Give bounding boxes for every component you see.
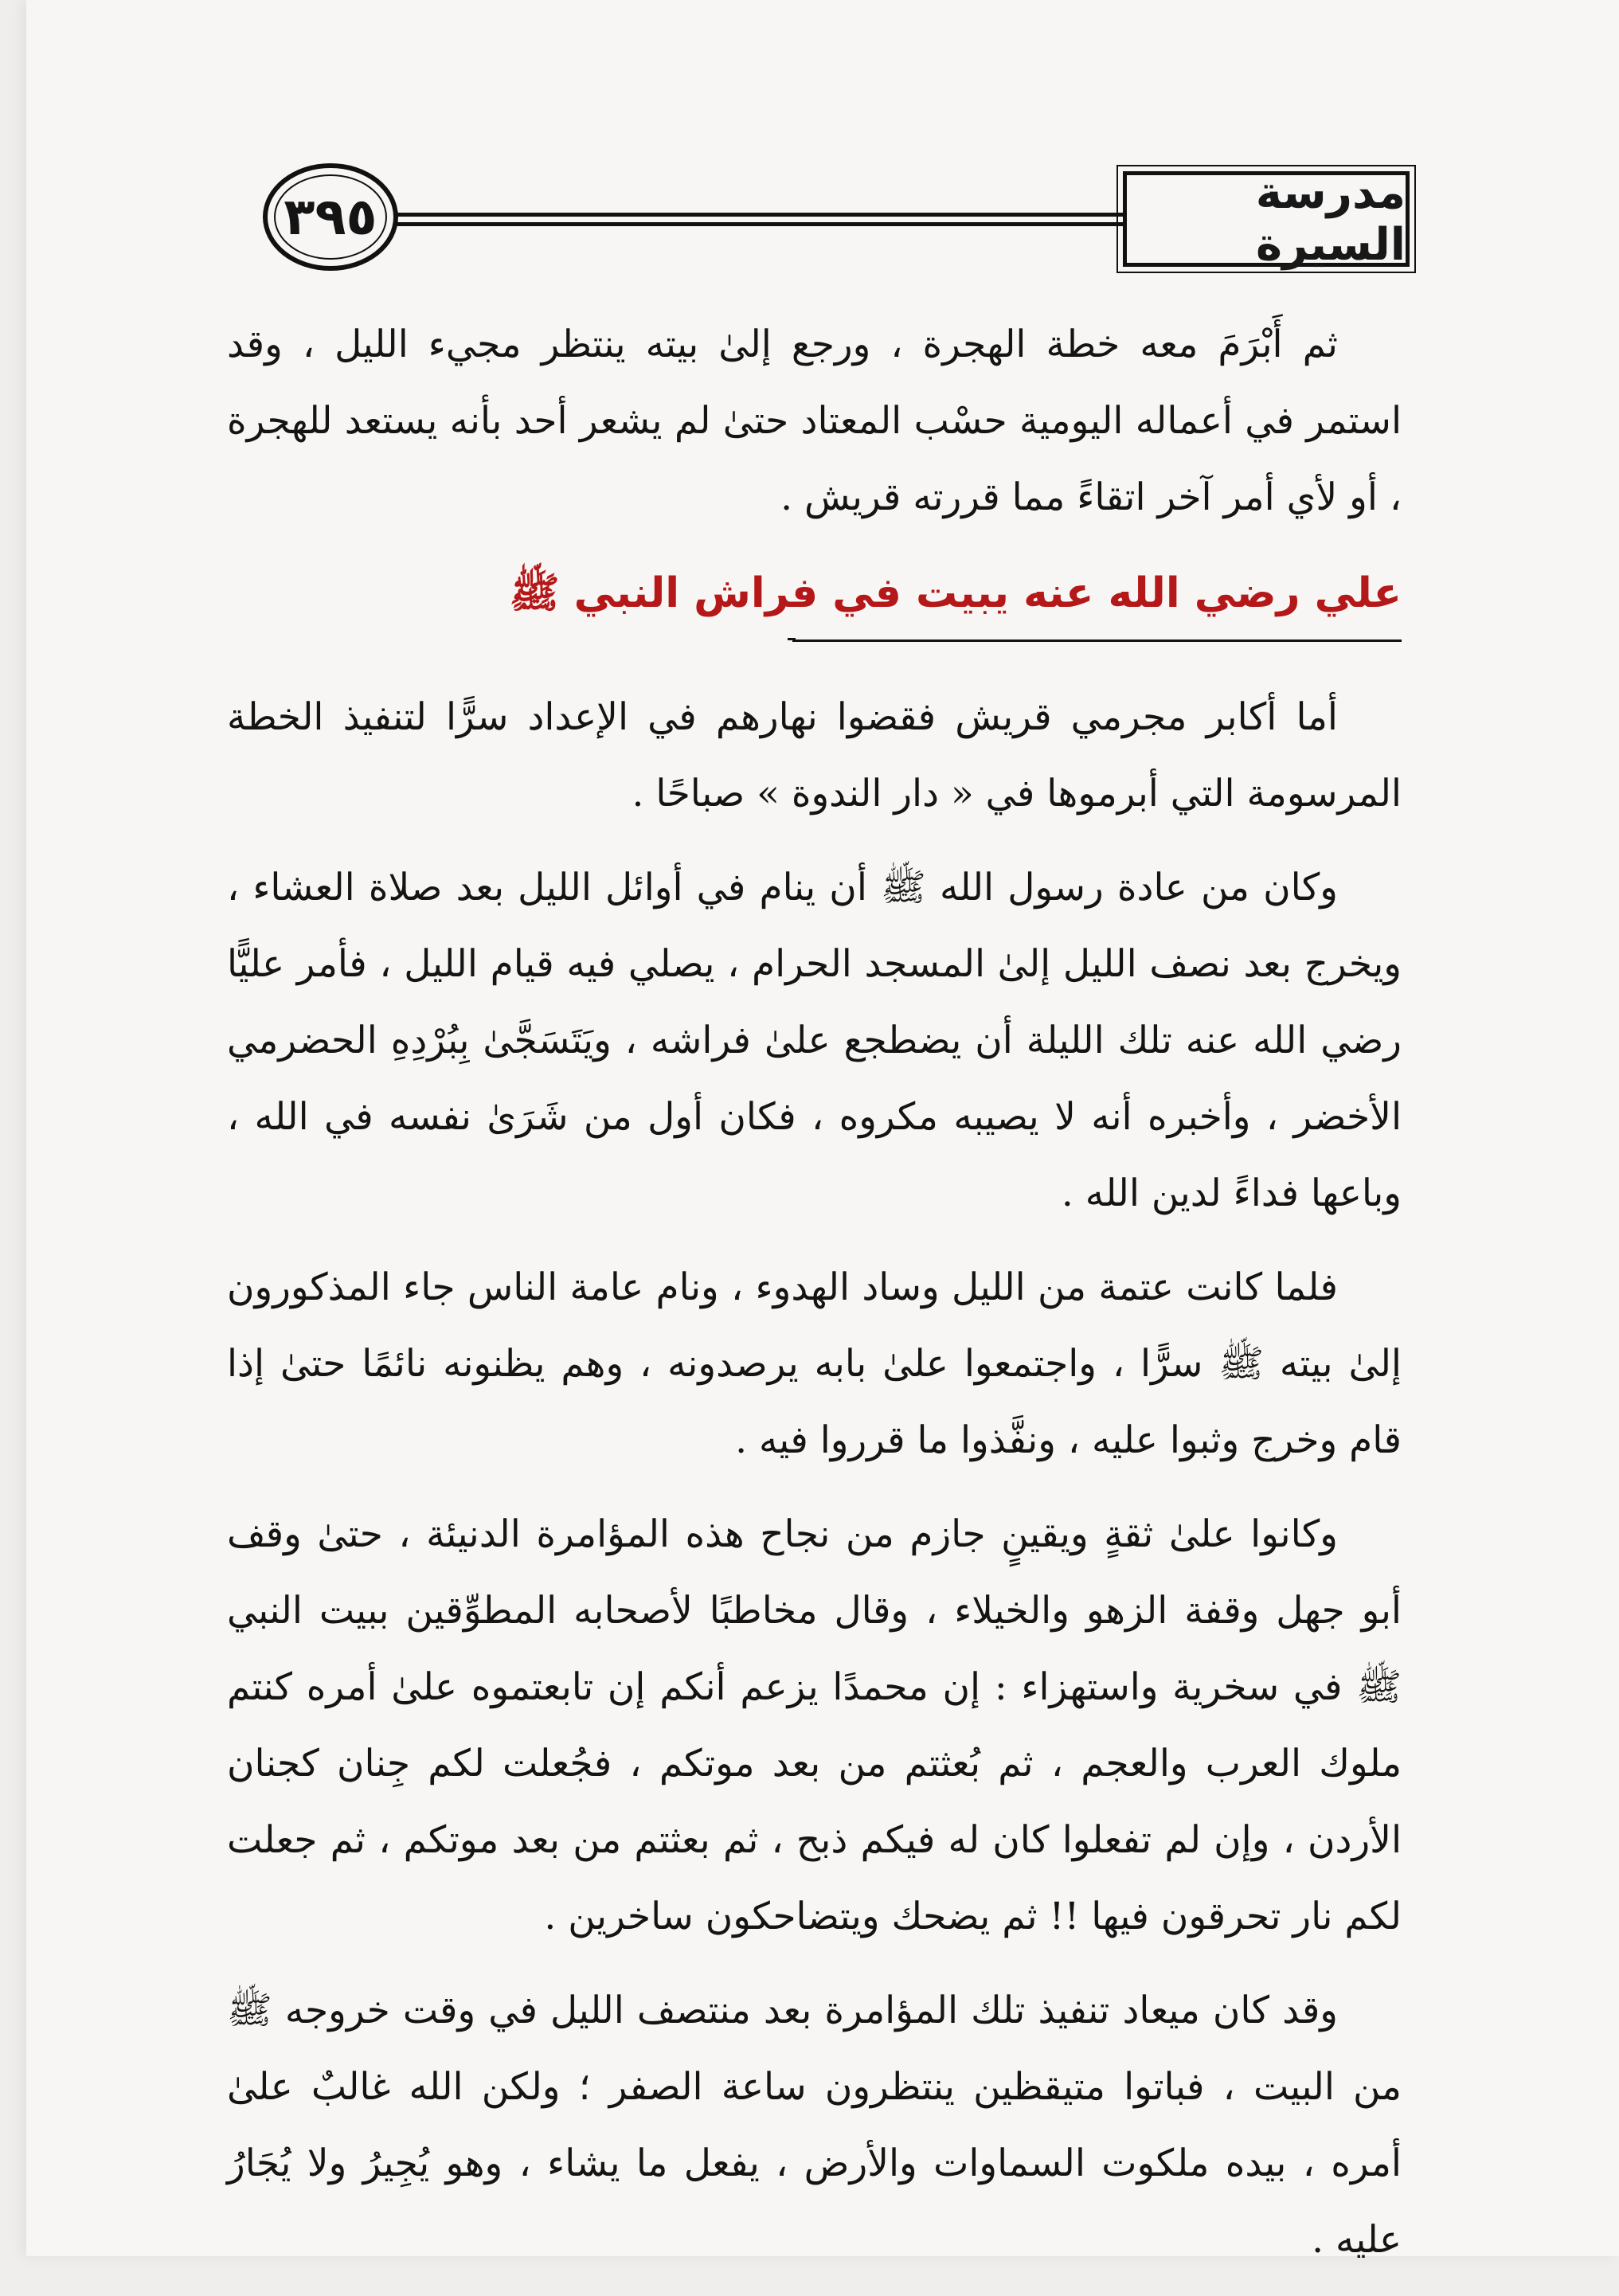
paragraph: أما أكابر مجرمي قريش فقضوا نهارهم في الإعداد سرًّا لتنفيذ الخطة المرسومة التي أبرموها في « دار الندوة » صباحًا . (227, 695, 1402, 816)
section-heading-underline (792, 640, 1402, 642)
section-heading: علي رضي الله عنه يبيت في فراش النبي ﷺ (509, 569, 1402, 617)
book-title-ornament (1123, 167, 1410, 271)
page-number: ٣٩٥ (284, 187, 377, 247)
book-title: مدرسة السيرة (1255, 167, 1406, 271)
page-number-ornament (263, 163, 398, 271)
section-heading-block (227, 553, 1402, 647)
paragraph: وكانوا علىٰ ثقةٍ ويقينٍ جازم من نجاح هذه المؤامرة الدنيئة ، حتىٰ وقف أبو جهل وقفة الزهو والخيلاء ، وقال مخاطبًا لأصحابه المطوِّقين ببيت النبي ﷺ في سخرية واستهزاء : إن محمدًا يزعم أنكم إن تابعتموه علىٰ أمره كنتم ملوك العرب والعجم ، ثم بُعثتم من بعد موتكم ، فجُعلت لكم جِنان كجنان الأردن ، وإن لم تفعلوا كان له فيكم ذبح ، ثم بعثتم من بعد موتكم ، ثم جعلت لكم نار تحرقون فيها !! ثم يضحك ويتضاحكون ساخرين . (227, 1512, 1402, 1938)
page-body (227, 307, 1402, 2296)
paragraph: وكان من عادة رسول الله ﷺ أن ينام في أوائل الليل بعد صلاة العشاء ، ويخرج بعد نصف الليل إلىٰ المسجد الحرام ، يصلي فيه قيام الليل ، فأمر عليًّا رضي الله عنه تلك الليلة أن يضطجع علىٰ فراشه ، ويَتَسَجَّىٰ بِبُرْدِهِ الحضرمي الأخضر ، وأخبره أنه لا يصيبه مكروه ، فكان أول من شَرَىٰ نفسه في الله ، وباعها فداءً لدين الله . (227, 866, 1402, 1215)
header-rule-bottom (342, 222, 1147, 226)
page-header (231, 163, 1410, 299)
paragraph-intro: ثم أَبْرَمَ معه خطة الهجرة ، ورجع إلىٰ بيته ينتظر مجيء الليل ، وقد استمر في أعماله اليومية حسْب المعتاد حتىٰ لم يشعر أحد بأنه يستعد للهجرة ، أو لأي أمر آخر اتقاءً مما قررته قريش . (227, 323, 1402, 519)
paragraph: وقد كان ميعاد تنفيذ تلك المؤامرة بعد منتصف الليل في وقت خروجه ﷺ من البيت ، فباتوا متيقظين ينتظرون ساعة الصفر ؛ ولكن الله غالبٌ علىٰ أمره ، بيده ملكوت السماوات والأرض ، يفعل ما يشاء ، وهو يُجِيرُ ولا يُجَارُ عليه . (227, 1989, 1402, 2262)
header-rule-top (342, 213, 1147, 217)
paragraph: فلما كانت عتمة من الليل وساد الهدوء ، ونام عامة الناس جاء المذكورون إلىٰ بيته ﷺ سرًّا ، واجتمعوا علىٰ بابه يرصدونه ، وهم يظنونه نائمًا حتىٰ إذا قام وخرج وثبوا عليه ، ونفَّذوا ما قرروا فيه . (227, 1265, 1402, 1462)
